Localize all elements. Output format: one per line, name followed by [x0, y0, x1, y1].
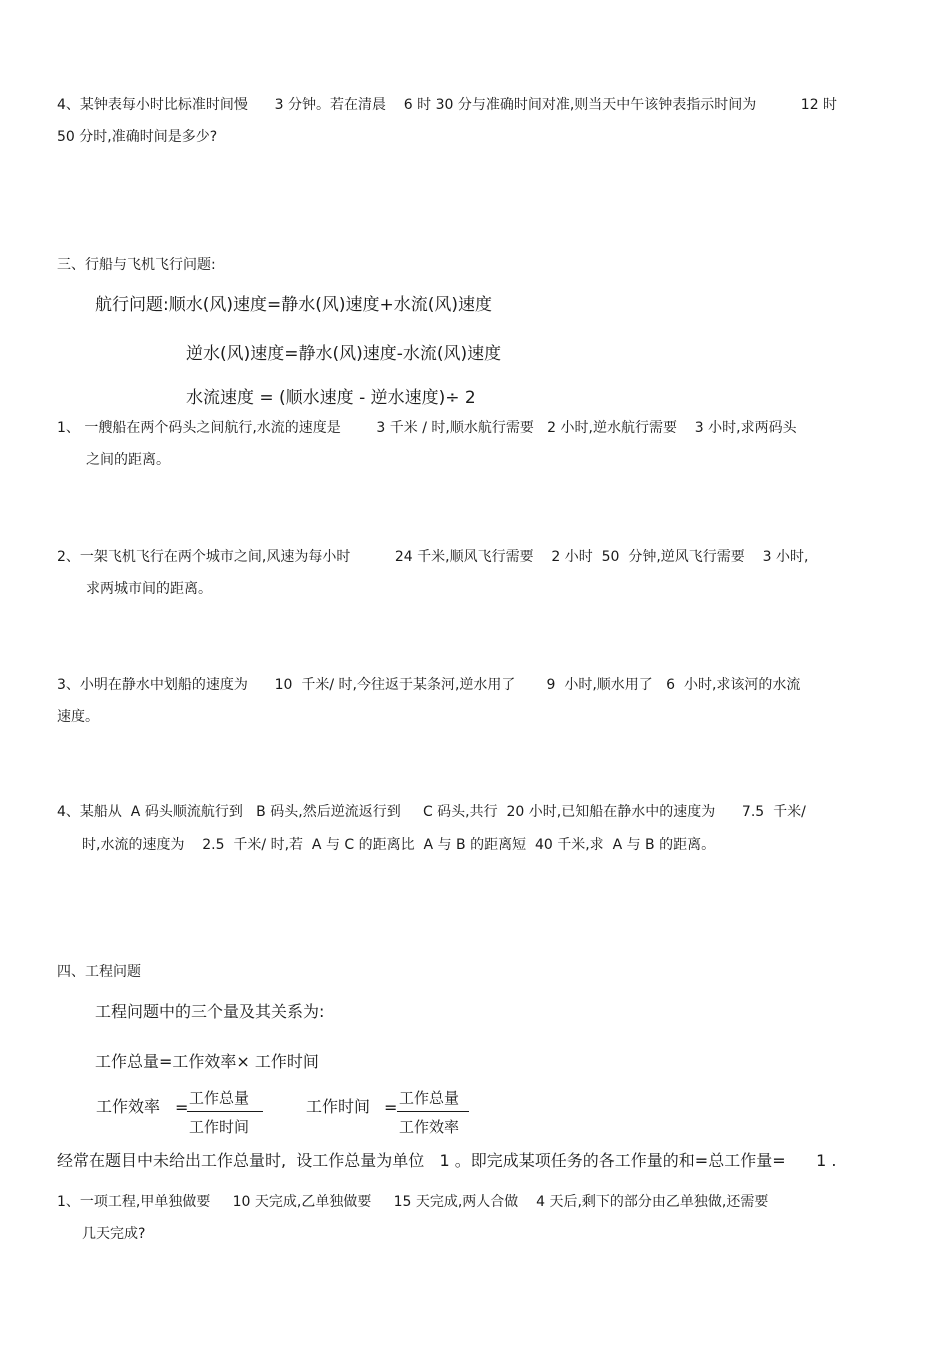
boat-formula-current: 水流速度 = (顺水速度 - 逆水速度)÷ 2 — [186, 388, 476, 408]
boat-problem-2-line2: 求两城市间的距离。 — [86, 581, 212, 597]
equals-sign-1: = — [175, 1098, 189, 1117]
boat-problem-3-line2: 速度。 — [57, 709, 99, 725]
fraction-efficiency — [187, 1087, 263, 1137]
work-intro: 工程问题中的三个量及其关系为: — [95, 1002, 325, 1021]
clock-problem-line2: 50 分时,准确时间是多少? — [57, 129, 218, 145]
section-heading-work: 四、工程问题 — [57, 964, 141, 980]
work-note: 经常在题目中未给出工作总量时, 设工作总量为单位 1 。即完成某项任务的各工作量的和=总工作量= 1 . — [57, 1151, 837, 1170]
boat-formula-downstream: 航行问题:顺水(风)速度=静水(风)速度+水流(风)速度 — [95, 295, 493, 315]
fraction-time-numerator: 工作总量 — [397, 1087, 469, 1112]
boat-problem-2-line1: 2、一架飞机飞行在两个城市之间,风速为每小时 24 千米,顺风飞行需要 2 小时 50 分钟,逆风飞行需要 3 小时, — [57, 549, 809, 565]
work-formula-total: 工作总量=工作效率× 工作时间 — [95, 1052, 319, 1071]
boat-problem-1-line2: 之间的距离。 — [86, 452, 170, 468]
boat-problem-4-line2: 时,水流的速度为 2.5 千米/ 时,若 A 与 C 的距离比 A 与 B 的距离短 40 千米,求 A 与 B 的距离。 — [82, 837, 716, 853]
work-problem-1-line2: 几天完成? — [82, 1226, 146, 1242]
fraction-efficiency-denominator: 工作时间 — [189, 1118, 250, 1136]
time-label: 工作时间 — [306, 1097, 371, 1116]
boat-problem-3-line1: 3、小明在静水中划船的速度为 10 千米/ 时,今往返于某条河,逆水用了 9 小时,顺水用了 6 小时,求该河的水流 — [57, 677, 801, 693]
section-heading-boat: 三、行船与飞机飞行问题: — [57, 257, 216, 273]
boat-formula-upstream: 逆水(风)速度=静水(风)速度-水流(风)速度 — [186, 344, 502, 364]
equals-sign-2: = — [384, 1098, 398, 1117]
fraction-efficiency-numerator: 工作总量 — [187, 1087, 263, 1112]
clock-problem-line1: 4、某钟表每小时比标准时间慢 3 分钟。若在清晨 6 时 30 分与准确时间对准,则当天中午该钟表指示时间为 12 时 — [57, 97, 838, 113]
work-problem-1-line1: 1、一项工程,甲单独做要 10 天完成,乙单独做要 15 天完成,两人合做 4 天后,剩下的部分由乙单独做,还需要 — [57, 1194, 769, 1210]
boat-problem-1-line1: 1、 一艘船在两个码头之间航行,水流的速度是 3 千米 / 时,顺水航行需要 2 小时,逆水航行需要 3 小时,求两码头 — [57, 420, 797, 436]
fraction-time-denominator: 工作效率 — [399, 1118, 460, 1136]
efficiency-label: 工作效率 — [96, 1097, 161, 1116]
boat-problem-4-line1: 4、某船从 A 码头顺流航行到 B 码头,然后逆流返行到 C 码头,共行 20 小时,已知船在静水中的速度为 7.5 千米/ — [57, 804, 806, 820]
fraction-time — [397, 1087, 469, 1137]
